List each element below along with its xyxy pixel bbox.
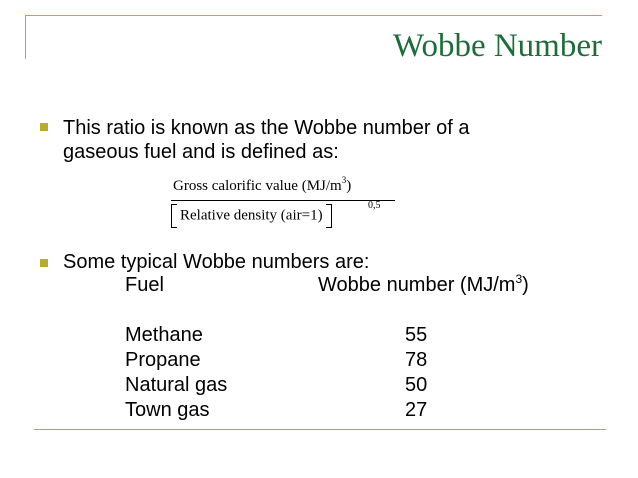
paragraph-line: gaseous fuel and is defined as: xyxy=(63,141,339,163)
paragraph-line: Some typical Wobbe numbers are: xyxy=(63,251,370,273)
header-wobbe xyxy=(318,273,529,299)
left-bracket-icon xyxy=(171,204,177,228)
paragraph-line: This ratio is known as the Wobbe number of a xyxy=(63,117,470,139)
bottom-divider xyxy=(34,429,606,430)
fuel-name: Methane xyxy=(125,324,203,346)
denominator-text: Relative density (air=1) xyxy=(180,207,323,224)
square-bullet-icon xyxy=(40,123,48,131)
wobbe-value: 50 xyxy=(405,374,428,396)
fraction-bar xyxy=(171,200,395,201)
header-wobbe-close: ) xyxy=(522,274,529,296)
numerator-close: ) xyxy=(346,178,352,194)
numerator-text: Gross calorific value (MJ/m xyxy=(173,178,342,194)
numerator-superscript: 3 xyxy=(341,175,347,185)
formula-exponent: 0,5 xyxy=(368,200,381,211)
formula-denominator xyxy=(171,204,332,228)
fuel-name: Natural gas xyxy=(125,374,228,396)
header-wobbe-superscript: 3 xyxy=(515,272,523,286)
slide-title: Wobbe Number xyxy=(392,28,602,64)
left-divider xyxy=(25,15,26,59)
bullet-paragraph-typical xyxy=(63,250,369,274)
square-bullet-icon xyxy=(40,259,48,267)
fuel-name: Propane xyxy=(125,349,201,371)
header-wobbe-text: Wobbe number (MJ/m xyxy=(318,274,516,296)
top-divider xyxy=(26,15,602,16)
formula-numerator xyxy=(173,175,352,195)
right-bracket-icon xyxy=(326,204,332,228)
wobbe-value: 27 xyxy=(405,399,428,421)
bullet-paragraph-definition xyxy=(63,116,470,164)
fuel-name: Town gas xyxy=(125,399,210,421)
wobbe-value: 78 xyxy=(405,349,428,371)
header-fuel: Fuel xyxy=(125,274,164,296)
wobbe-value: 55 xyxy=(405,324,428,346)
